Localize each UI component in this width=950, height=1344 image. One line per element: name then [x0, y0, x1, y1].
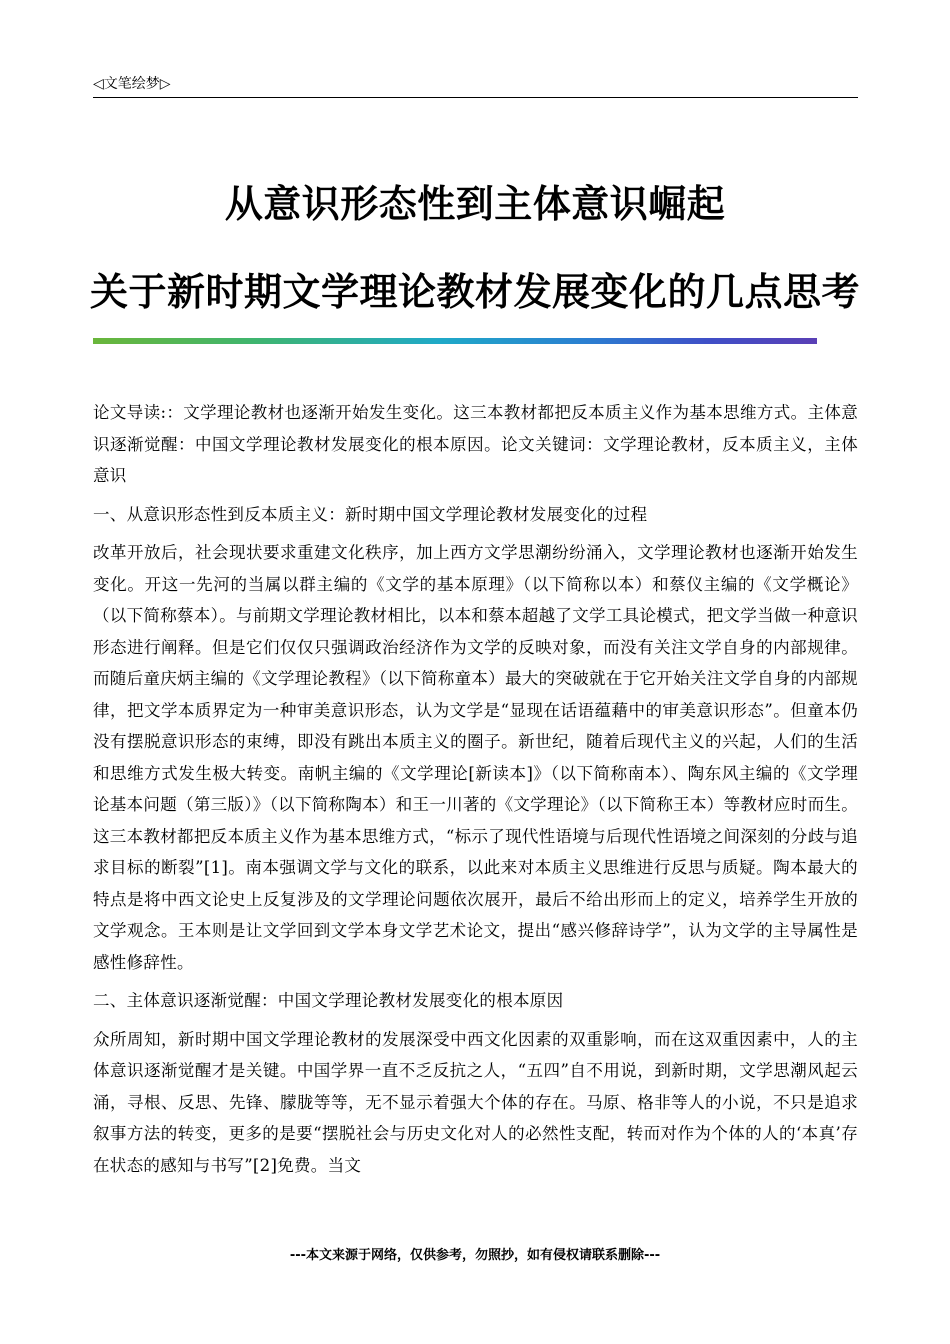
body-paragraph: 众所周知，新时期中国文学理论教材的发展深受中西文化因素的双重影响，而在这双重因素中，人的主体意识逐渐觉醒才是关键。中国学界一直不乏反抗之人，“五四”自不用说，到新时期，文学思潮风起云涌，寻根、反思、先锋、朦胧等等，无不显示着强大个体的存在。马原、格非等人的小说，不只是追求叙事方法的转变，更多的是要“摆脱社会与历史文化对人的必然性支配，转而对作为个体的人的‘本真’存在状态的感知与书写”[2]免费。当文	[93, 1029, 858, 1175]
title-divider	[93, 338, 817, 344]
section-heading-1: 一、从意识形态性到反本质主义：新时期中国文学理论教材发展变化的过程	[93, 504, 648, 524]
abstract-paragraph: 论文导读:：文学理论教材也逐渐开始发生变化。这三本教材都把反本质主义作为基本思维方式。主体意识逐渐觉醒：中国文学理论教材发展变化的根本原因。论文关键词：文学理论教材，反本质主义，主体意识	[93, 403, 858, 485]
section-heading-2: 二、主体意识逐渐觉醒：中国文学理论教材发展变化的根本原因	[93, 991, 564, 1010]
document-subtitle: 关于新时期文学理论教材发展变化的几点思考	[89, 269, 860, 314]
header-label: ◁文笔绘梦▷	[93, 76, 171, 92]
footer-notice: ---本文来源于网络，仅供参考，勿照抄，如有侵权请联系删除---	[289, 1248, 661, 1263]
page-header	[93, 72, 858, 98]
document-title: 从意识形态性到主体意识崛起	[224, 181, 726, 226]
article-body	[93, 397, 858, 1188]
body-paragraph: 改革开放后，社会现状要求重建文化秩序，加上西方文学思潮纷纷涌入，文学理论教材也逐渐开始发生变化。开这一先河的当属以群主编的《文学的基本原理》（以下简称以本）和蔡仪主编的《文学概论》（以下简称蔡本）。与前期文学理论教材相比，以本和蔡本超越了文学工具论模式，把文学当做一种意识形态进行阐释。但是它们仅仅只强调政治经济作为文学的反映对象，而没有关注文学自身的内部规律。而随后童庆炳主编的《文学理论教程》（以下简称童本）最大的突破就在于它开始关注文学自身的内部规律，把文学本质界定为一种审美意识形态，认为文学是“显现在话语蕴藉中的审美意识形态”。但童本仍没有摆脱意识形态的束缚，即没有跳出本质主义的圈子。新世纪，随着后现代主义的兴起，人们的生活和思维方式发生极大转变。南帆主编的《文学理论[新读本]》（以下简称南本）、陶东风主编的《文学理论基本问题（第三版）》（以下简称陶本）和王一川著的《文学理论》（以下简称王本）等教材应时而生。这三本教材都把反本质主义作为基本思维方式，“标示了现代性语境与后现代性语境之间深刻的分歧与追求目标的断裂”[1]。南本强调文学与文化的联系，以此来对本质主义思维进行反思与质疑。陶本最大的特点是将中西文论史上反复涉及的文学理论问题依次展开，最后不给出形而上的定义，培养学生开放的文学观念。王本则是让文学回到文学本身文学艺术论文，提出“感兴修辞诗学”，认为文学的主导属性是感性修辞性。	[93, 543, 858, 972]
